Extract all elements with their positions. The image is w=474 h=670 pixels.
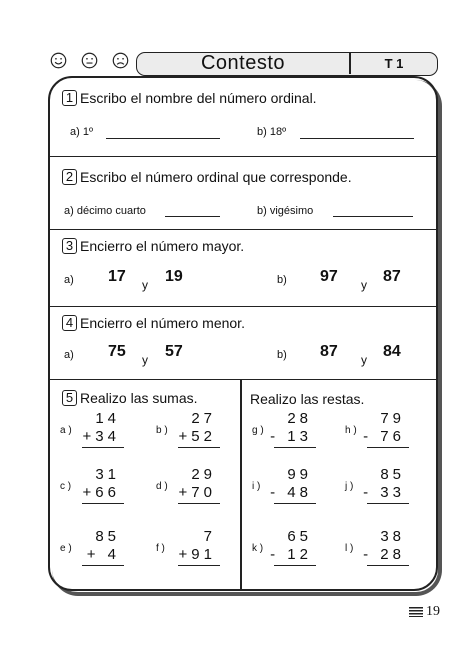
problem-label: d ) [156,481,168,492]
operand-bottom: + 4 [86,546,120,563]
operand-top: 85 [380,466,405,483]
item-a-label: a) 1º [70,126,93,138]
answer-blank-a[interactable] [165,216,220,217]
result-line[interactable] [178,503,220,504]
problem-label: l ) [345,543,354,554]
operand-top: 99 [287,466,312,483]
conjunction-y: y [142,353,148,367]
question-2-title [62,169,352,185]
operand-top: 7 [203,528,216,545]
problem-label: h ) [345,425,357,436]
subtraction-problem [252,528,316,570]
result-line[interactable] [274,565,316,566]
addition-problem [60,466,124,508]
question-number: 3 [62,238,77,254]
question-1 [50,78,436,157]
operand-top: 65 [287,528,312,545]
number-option[interactable]: 97 [320,268,338,285]
number-option[interactable]: 87 [383,268,401,285]
operand-top: 79 [380,410,405,427]
result-line[interactable] [367,447,409,448]
item-a-label: a) décimo cuarto [64,205,146,217]
number-option[interactable]: 75 [108,343,126,360]
subtraction-problem [345,466,409,508]
unit-code: T 1 [384,56,404,71]
answer-blank-b[interactable] [333,216,413,217]
item-a-label: a) [64,349,74,361]
number-option[interactable]: 87 [320,343,338,360]
operand-bottom: - 28 [363,546,405,563]
problem-label: i ) [252,481,261,492]
result-line[interactable] [82,503,124,504]
subtraction-problem [345,528,409,570]
question-text: Escribo el nombre del número ordinal. [80,90,317,106]
problem-label: c ) [60,481,72,492]
result-line[interactable] [82,447,124,448]
question-4-title [62,315,245,331]
question-text: Escribo el número ordinal que corresponde. [80,169,352,185]
operand-bottom: +70 [178,484,216,501]
page-bars-icon [409,607,423,617]
subtraction-problem [345,410,409,452]
question-number: 5 [62,390,77,406]
operand-top: 14 [95,410,120,427]
question-5 [50,380,436,589]
addition-problem [156,528,220,570]
question-number: 2 [62,169,77,185]
item-a-label: a) [64,274,74,286]
happy-face-icon [50,52,67,69]
operand-top: 27 [191,410,216,427]
operand-bottom: +34 [82,428,120,445]
column-divider [240,380,242,589]
question-2 [50,157,436,230]
result-line[interactable] [274,503,316,504]
title-bar [136,52,438,76]
question-3-title [62,238,244,254]
result-line[interactable] [178,565,220,566]
mood-faces [50,52,129,69]
item-b-label: b) vigésimo [257,205,314,217]
answer-blank-b[interactable] [300,138,414,139]
page-number-text: 19 [426,604,440,619]
question-number: 4 [62,315,77,331]
addition-problem [60,410,124,452]
problem-label: g ) [252,425,264,436]
operand-top: 31 [95,466,120,483]
question-text: Encierro el número menor. [80,315,245,331]
operand-bottom: +91 [178,546,216,563]
operand-top: 29 [191,466,216,483]
operand-bottom: - 33 [363,484,405,501]
addition-problem [156,466,220,508]
operand-bottom: - 12 [270,546,312,563]
item-b-label: b) [277,274,287,286]
conjunction-y: y [142,278,148,292]
operand-bottom: - 76 [363,428,405,445]
number-option[interactable]: 19 [165,268,183,285]
operand-bottom: - 13 [270,428,312,445]
subtraction-problem [252,410,316,452]
question-3 [50,230,436,307]
problem-label: k ) [252,543,264,554]
addition-problem [156,410,220,452]
question-1-title [62,90,317,106]
addition-problem [60,528,124,570]
item-b-label: b) 18º [257,126,287,138]
result-line[interactable] [367,565,409,566]
page-title: Contesto [200,52,286,74]
result-line[interactable] [178,447,220,448]
subtractions-title: Realizo las restas. [250,391,365,407]
result-line[interactable] [367,503,409,504]
conjunction-y: y [361,278,367,292]
operand-bottom: +66 [82,484,120,501]
sad-face-icon [112,52,129,69]
worksheet-frame [48,76,438,591]
question-number: 1 [62,90,77,106]
number-option[interactable]: 57 [165,343,183,360]
operand-bottom: - 48 [270,484,312,501]
subtraction-problem [252,466,316,508]
result-line[interactable] [82,565,124,566]
page-number [409,604,440,620]
operand-top: 28 [287,410,312,427]
item-b-label: b) [277,349,287,361]
problem-label: a ) [60,425,72,436]
question-4 [50,307,436,380]
operand-bottom: +52 [178,428,216,445]
question-5-title [62,390,198,406]
problem-label: e ) [60,543,72,554]
neutral-face-icon [81,52,98,69]
problem-label: f ) [156,543,165,554]
number-option[interactable]: 17 [108,268,126,285]
answer-blank-a[interactable] [106,138,220,139]
conjunction-y: y [361,353,367,367]
problem-label: b ) [156,425,168,436]
operand-top: 85 [95,528,120,545]
number-option[interactable]: 84 [383,343,401,360]
problem-label: j ) [345,481,354,492]
operand-top: 38 [380,528,405,545]
result-line[interactable] [274,447,316,448]
sums-title: Realizo las sumas. [80,390,198,406]
question-text: Encierro el número mayor. [80,238,245,254]
